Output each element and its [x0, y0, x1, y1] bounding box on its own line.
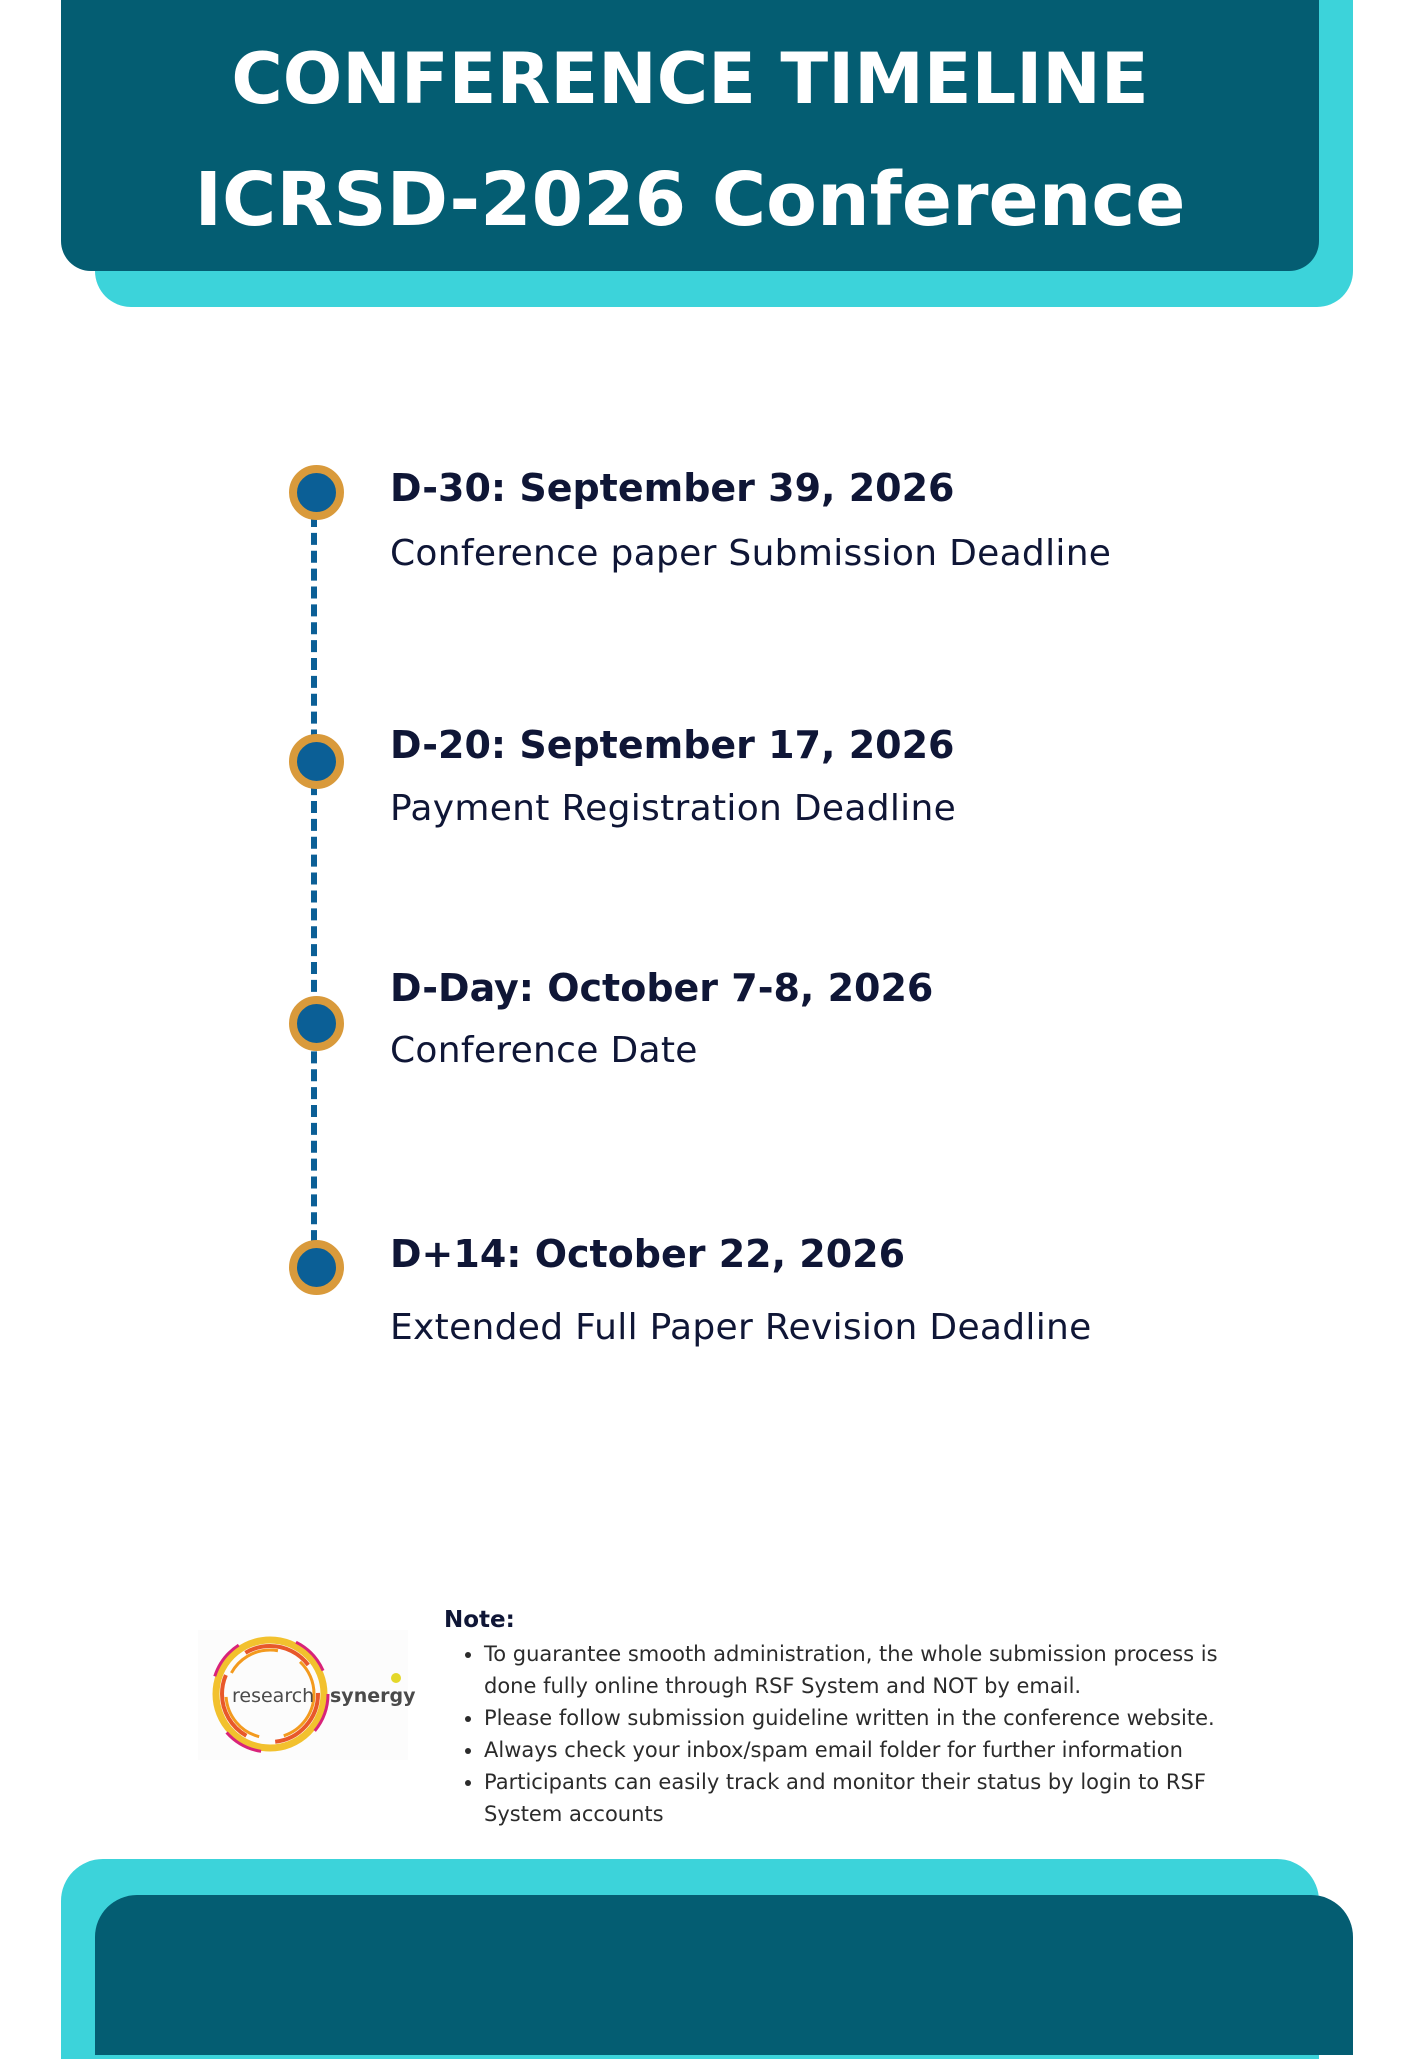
- footer-banner: [95, 1895, 1353, 2055]
- note-item: • To guarantee smooth administration, the whole submission process is done fully online through RSF System and NOT by email.: [484, 1638, 1274, 1702]
- event-description: Conference Date: [390, 1030, 698, 1071]
- note-list: [444, 1638, 1274, 1830]
- logo-text-research: research: [232, 1685, 315, 1707]
- page-title-line-2: ICRSD-2026 Conference: [194, 157, 1186, 243]
- timeline-marker: [289, 465, 344, 520]
- timeline-marker: [289, 734, 344, 789]
- page-title-line-1: CONFERENCE TIMELINE: [231, 38, 1149, 120]
- event-description: Payment Registration Deadline: [390, 788, 957, 829]
- event-description: Conference paper Submission Deadline: [390, 533, 1112, 574]
- event-title: D-20: September 17, 2026: [390, 723, 955, 767]
- timeline-marker: [289, 996, 344, 1051]
- note-heading: Note:: [444, 1607, 515, 1633]
- note-item: • Participants can easily track and monitor their status by login to RSF System accounts: [484, 1766, 1274, 1830]
- logo-text-synergy: synergy: [330, 1685, 416, 1707]
- note-item: • Always check your inbox/spam email folder for further information: [484, 1734, 1274, 1766]
- timeline-marker: [289, 1240, 344, 1295]
- event-title: D-Day: October 7-8, 2026: [390, 966, 934, 1010]
- event-description: Extended Full Paper Revision Deadline: [390, 1307, 1092, 1348]
- event-title: D+14: October 22, 2026: [390, 1232, 906, 1276]
- note-item: • Please follow submission guideline written in the conference website.: [484, 1702, 1274, 1734]
- event-title: D-30: September 39, 2026: [390, 466, 955, 510]
- timeline-connector: [311, 515, 317, 1260]
